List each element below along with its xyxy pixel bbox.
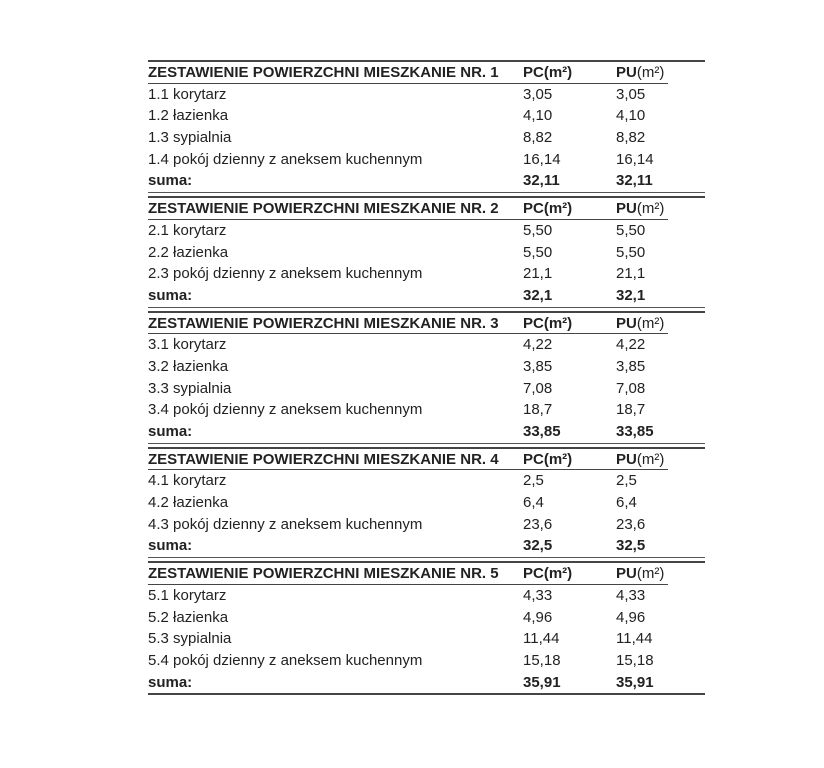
sum-pc-value: 32,5 [523,537,553,555]
room-label: 1.3 sypialnia [148,129,232,147]
room-label: 5.1 korytarz [148,586,227,604]
section-title: ZESTAWIENIE POWIERZCHNI MIESZKANIE NR. 1 [148,64,499,81]
room-row [148,105,705,127]
pc-column-header: PC(m²) [523,450,573,468]
sum-label: suma: [148,537,193,555]
sum-pu-value: 32,1 [616,286,646,304]
pc-value: 18,7 [523,401,553,419]
room-label: 2.3 pokój dzienny z aneksem kuchennym [148,265,423,283]
sum-row [148,535,705,558]
pc-column-header: PC(m²) [523,565,573,583]
pu-value: 5,50 [616,243,646,261]
room-label: 4.2 łazienka [148,494,229,512]
sum-row [148,672,705,696]
pu-value: 3,85 [616,357,646,375]
room-label: 4.3 pokój dzienny z aneksem kuchennym [148,515,423,533]
room-row [148,220,705,242]
sum-pu-value: 32,11 [616,172,653,190]
pu-value: 15,18 [616,651,654,669]
pu-header-unit: (m²) [636,450,665,468]
sum-pu-value: 32,5 [616,537,646,555]
room-row [148,399,705,421]
room-label: 3.4 pokój dzienny z aneksem kuchennym [148,401,423,419]
pc-value: 6,4 [523,494,544,512]
section-title: ZESTAWIENIE POWIERZCHNI MIESZKANIE NR. 5 [148,565,499,583]
sum-row [148,170,705,193]
pc-value: 4,22 [523,336,553,354]
pc-column-header: PC(m²) [523,64,573,81]
room-row [148,378,705,400]
pu-value: 11,44 [616,630,653,648]
room-row [148,356,705,378]
sum-pc-value: 33,85 [523,423,561,440]
pu-header-unit: (m²) [636,64,665,81]
pu-value: 4,33 [616,586,646,604]
pu-value: 21,1 [616,265,646,283]
room-label: 2.1 korytarz [148,221,227,239]
room-label: 3.3 sypialnia [148,379,232,397]
section-header-row [148,198,705,220]
room-label: 3.2 łazienka [148,357,229,375]
pc-value: 16,14 [523,150,561,168]
room-row [148,263,705,285]
room-label: 2.2 łazienka [148,243,229,261]
sum-label: suma: [148,172,193,190]
section-title: ZESTAWIENIE POWIERZCHNI MIESZKANIE NR. 4 [148,450,499,468]
section-title: ZESTAWIENIE POWIERZCHNI MIESZKANIE NR. 3 [148,314,499,332]
pc-value: 4,33 [523,586,553,604]
apartment-1-section [148,60,705,193]
pu-value: 2,5 [616,472,637,490]
pu-column-header [616,198,705,220]
pu-column-header [616,313,705,335]
pc-value: 15,18 [523,651,561,669]
pc-value: 5,50 [523,221,553,239]
pu-value: 4,22 [616,336,646,354]
room-row [148,628,705,650]
pu-column-header [616,449,705,471]
pu-header-bold: PU [616,200,637,218]
pc-column-header: PC(m²) [523,200,573,218]
section-header-row [148,313,705,335]
pu-header-bold: PU [616,565,637,583]
room-label: 4.1 korytarz [148,472,227,490]
pu-value: 23,6 [616,515,646,533]
room-label: 5.2 łazienka [148,608,229,626]
room-row [148,149,705,171]
room-label: 3.1 korytarz [148,336,227,354]
pu-value: 4,96 [616,608,646,626]
section-header-row [148,449,705,471]
room-row [148,334,705,356]
sum-pc-value: 32,1 [523,286,553,304]
pu-value: 18,7 [616,401,646,419]
pu-value: 6,4 [616,494,637,512]
room-label: 1.4 pokój dzienny z aneksem kuchennym [148,150,423,168]
pu-header-bold: PU [616,64,637,81]
section-header-row [148,563,705,585]
apartment-2-section [148,196,705,307]
pc-column-header: PC(m²) [523,314,573,332]
sum-row [148,421,705,444]
pc-value: 4,96 [523,608,553,626]
room-label: 5.4 pokój dzienny z aneksem kuchennym [148,651,423,669]
pu-value: 5,50 [616,221,646,239]
pu-column-header [616,62,705,84]
pu-header-bold: PU [616,450,637,468]
pu-header-unit: (m²) [636,565,665,583]
room-row [148,127,705,149]
pu-header-unit: (m²) [636,200,665,218]
pc-value: 4,10 [523,107,553,125]
room-label: 1.2 łazienka [148,107,229,125]
pc-value: 3,85 [523,357,553,375]
pu-column-header [616,563,705,585]
pu-value: 3,05 [616,85,646,103]
apartment-4-section [148,447,705,558]
pc-value: 21,1 [523,265,553,283]
room-row [148,84,705,106]
sum-label: suma: [148,673,193,691]
room-row [148,514,705,536]
sum-label: suma: [148,286,193,304]
sum-label: suma: [148,423,193,440]
section-title: ZESTAWIENIE POWIERZCHNI MIESZKANIE NR. 2 [148,200,499,218]
sum-pc-value: 32,11 [523,172,560,190]
pc-value: 3,05 [523,85,553,103]
apartment-5-section [148,561,705,695]
apartment-3-section [148,311,705,444]
room-row [148,242,705,264]
room-row [148,470,705,492]
area-summary-table [148,60,705,695]
sum-pu-value: 33,85 [616,423,654,440]
pc-value: 7,08 [523,379,553,397]
room-label: 1.1 korytarz [148,85,227,103]
pc-value: 11,44 [523,630,560,648]
pu-value: 8,82 [616,129,646,147]
section-header-row [148,62,705,84]
pc-value: 5,50 [523,243,553,261]
pc-value: 8,82 [523,129,553,147]
sum-pu-value: 35,91 [616,673,654,691]
room-label: 5.3 sypialnia [148,630,232,648]
pu-value: 7,08 [616,379,646,397]
room-row [148,492,705,514]
room-row [148,650,705,672]
pu-value: 16,14 [616,150,654,168]
room-row [148,585,705,607]
pc-value: 23,6 [523,515,553,533]
sum-pc-value: 35,91 [523,673,561,691]
pu-header-bold: PU [616,314,637,332]
room-row [148,607,705,629]
pc-value: 2,5 [523,472,544,490]
pu-value: 4,10 [616,107,646,125]
sum-row [148,285,705,308]
pu-header-unit: (m²) [636,314,665,332]
